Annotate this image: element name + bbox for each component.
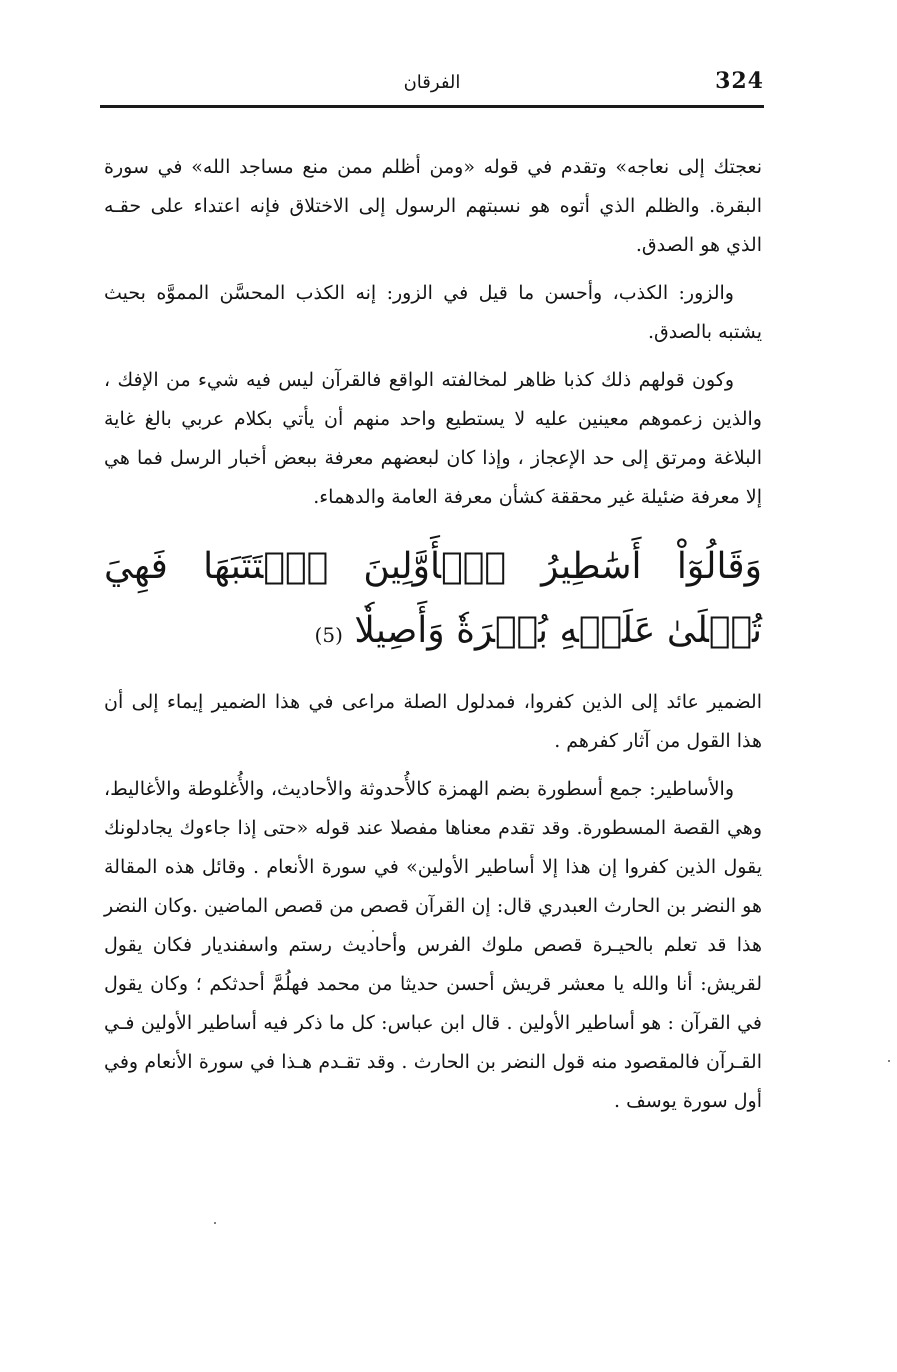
paragraph: والأساطير: جمع أسطورة بضم الهمزة كالأُحدوثة والأحاديث، والأُغلوطة والأغاليط، وهي القصة المسطورة. وقد تقدم معناها مفصلا عند قوله «حتى إذا جاءوك يجادلونك يقول الذين كفروا إن هذا إلا أساطير الأولين» في سورة الأنعام . وقائل هذه المقالة هو النضر بن الحارث العبدري قال: إن القرآن قصص من قصص الماضين .وكان النضر هذا قد تعلم بالحيـرة قصص ملوك الفرس وأحاديث رستم واسفنديار فكان يقول لقريش: أنا والله يا معشر قريش أحسن حديثا من محمد فهلُمَّ أحدثكم ؛ وكان يقول في القرآن : هو أساطير الأولين . قال ابن عباس: كل ما ذكر فيه أساطير الأولين فـي القـرآن فالمقصود منه قول النضر بن الحارث . وقد تقـدم هـذا في سورة الأنعام وفي أول سورة يوسف .: [104, 778, 762, 1112]
header-rule: [100, 105, 764, 108]
page-number: 324: [715, 68, 764, 94]
paper-speck: [888, 1060, 890, 1062]
page-header: [100, 66, 764, 104]
quran-verse: [104, 535, 762, 667]
running-title: الفرقان: [403, 72, 461, 93]
paragraph: الضمير عائد إلى الذين كفروا، فمدلول الصلة مراعى في هذا الضمير إيماء إلى أن هذا القول من آثار كفرهم .: [104, 691, 762, 752]
paragraph: والزور: الكذب، وأحسن ما قيل في الزور: إنه الكذب المحسَّن المموَّه بحيث يشتبه بالصدق.: [104, 282, 762, 343]
paragraph: نعجتك إلى نعاجه» وتقدم في قوله «ومن أظلم ممن منع مساجد الله» في سورة البقرة. والظلم الذي أتوه هو نسبتهم الرسول إلى الاختلاق فإنه اعتداء على حقـه الذي هو الصدق.: [104, 156, 762, 256]
paper-speck: [372, 930, 374, 932]
paragraph: وكون قولهم ذلك كذبا ظاهر لمخالفته الواقع فالقرآن ليس فيه شيء من الإفك ، والذين زعموهم معينين عليه لا يستطيع واحد منهم أن يأتي بكلام عربي بالغ غاية البلاغة ومرتق إلى حد الإعجاز ، وإذا كان لبعضهم معرفة ببعض أخبار الرسل فما هي إلا معرفة ضئيلة غير محققة كشأن معرفة العامة والدهماء.: [104, 369, 762, 508]
paper-speck: [214, 1222, 216, 1224]
page-body: [104, 148, 762, 1130]
verse-text: وَقَالُوٓاْ أَسَٰطِيرُ ٱلۡأَوَّلِينَ ٱكۡتَتَبَهَا فَهِيَ تُمۡلَىٰ عَلَيۡهِ بُكۡرَةٗ وَأَصِيلٗا: [104, 546, 762, 651]
verse-number: (5): [314, 623, 343, 647]
